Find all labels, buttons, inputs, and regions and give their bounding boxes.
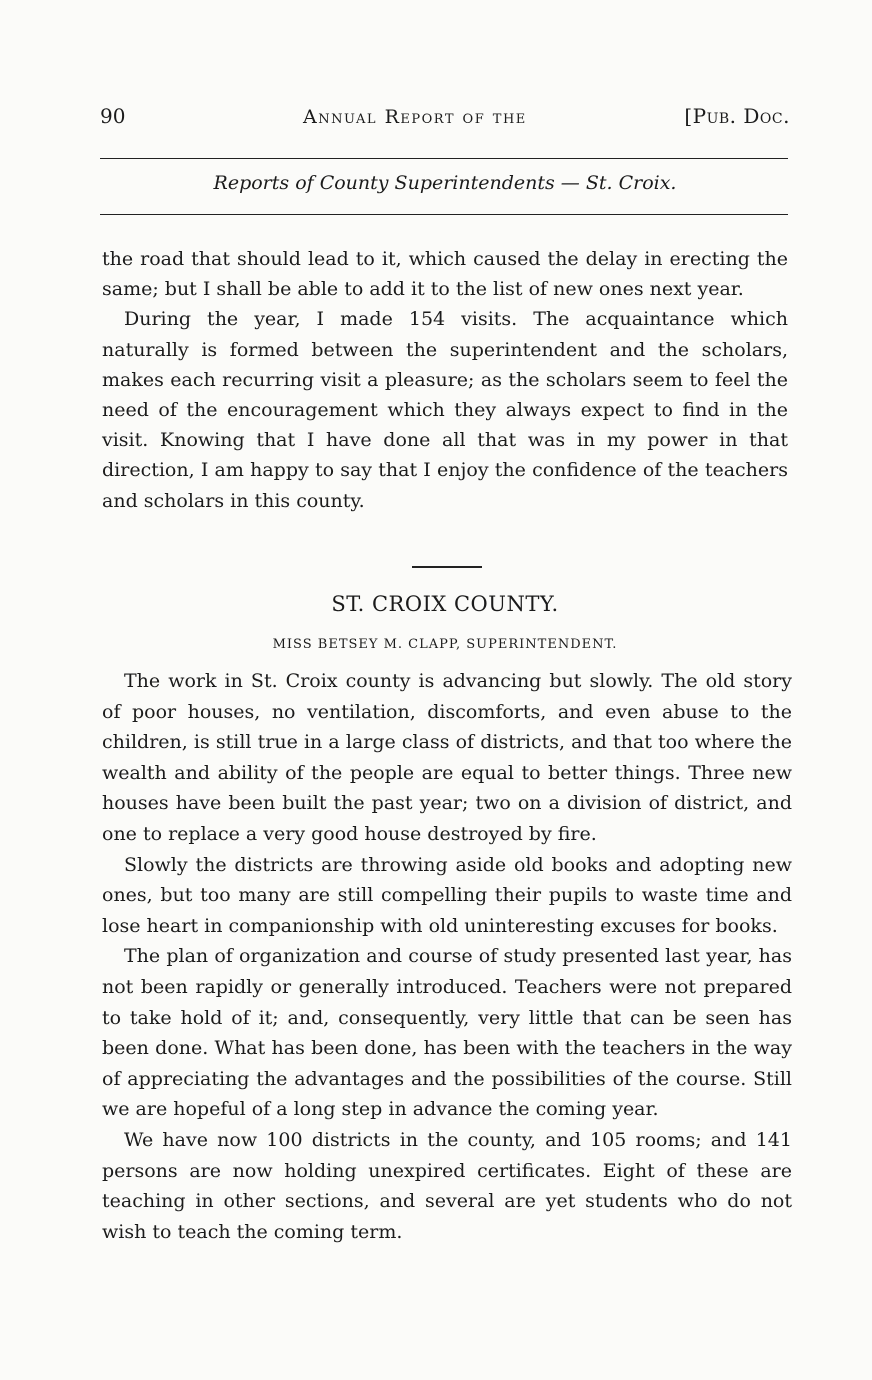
document-tag: [Pub. Doc. — [684, 104, 790, 128]
paragraph: The plan of organization and course of study presented last year, has not been rapidly or generally introduced. Teachers were not prepared to take hold of it; and, consequently, very little that can be seen has been done. What has been done, has been with the teachers in the way of appreciating the advantages and the possibilities of the course. Still we are hopeful of a long step in advance the coming year. — [102, 945, 792, 1121]
running-title: Annual Report of the — [303, 106, 527, 128]
paragraph: We have now 100 districts in the county, and 105 rooms; and 141 persons are now holding unexpired certificates. Eight of these are teaching in other sections, and several are yet students who do not wish to teach the coming term. — [102, 1128, 792, 1243]
superintendent-name: MISS BETSEY M. CLAPP, SUPERINTENDENT. — [272, 637, 618, 652]
county-heading: ST. CROIX COUNTY. — [331, 592, 559, 616]
county-report-text — [102, 666, 792, 1247]
paragraph: the road that should lead to it, which caused the delay in erecting the same; but I shall be able to add it to the list of new ones next year. — [102, 248, 788, 301]
continued-text — [102, 244, 788, 516]
section-divider — [412, 566, 482, 568]
section-subtitle: Reports of County Superintendents — St. Croix. — [213, 172, 677, 194]
page-number: 90 — [100, 104, 126, 128]
header-rule-bottom — [100, 214, 788, 215]
paragraph: The work in St. Croix county is advancing but slowly. The old story of poor houses, no ventilation, discomforts, and even abuse to the children, is still true in a large class of districts, and that too where the wealth and ability of the people are equal to better things. Three new houses have been built the past year; two on a division of district, and one to replace a very good house destroyed by fire. — [102, 670, 792, 845]
paragraph: Slowly the districts are throwing aside old books and adopting new ones, but too many are still compelling their pupils to waste time and lose heart in companionship with old uninteresting excuses for books. — [102, 853, 792, 937]
header-rule-top — [100, 158, 788, 159]
paragraph: During the year, I made 154 visits. The acquaintance which naturally is formed between the superintendent and the scholars, makes each recurring visit a pleasure; as the scholars seem to feel the need of the encouragement which they always expect to find in the visit. Knowing that I have done all that was in my power in that direction, I am happy to say that I enjoy the confidence of the teachers and scholars in this county. — [102, 308, 788, 512]
running-header — [100, 104, 790, 138]
